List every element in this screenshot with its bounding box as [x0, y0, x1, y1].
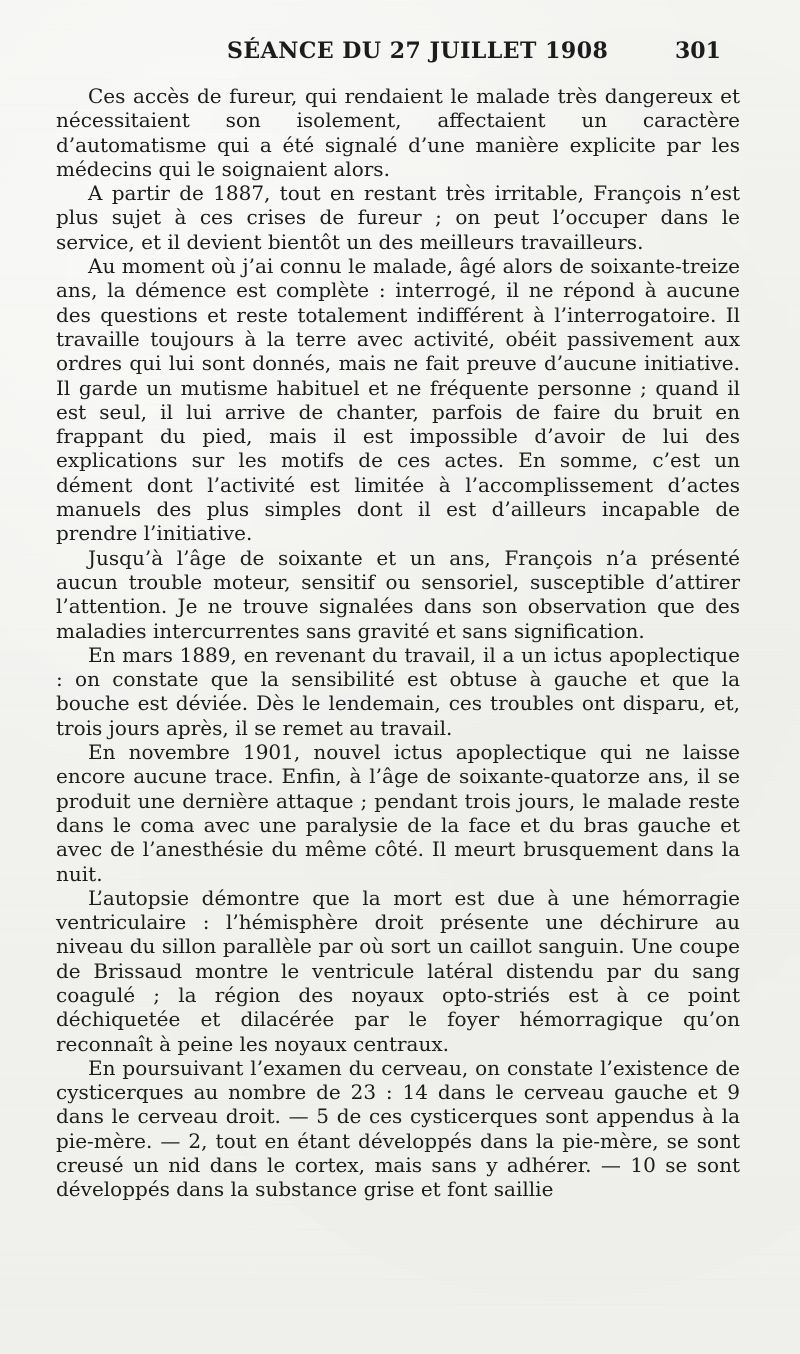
paragraph: En novembre 1901, nouvel ictus apoplectique qui ne laisse encore aucune trace. Enfin, à l’âge de soixante-quatorze ans, il se produit une dernière attaque ; pendant trois jours, le malade reste dans le coma avec une paralysie de la face et du bras gauche et avec de l’anesthésie du même côté. Il meurt brusquement dans la nuit.	[56, 740, 740, 886]
paragraph: Ces accès de fureur, qui rendaient le malade très dangereux et nécessitaient son isolement, affectaient un caractère d’automatisme qui a été signalé d’une manière explicite par les médecins qui le soignaient alors.	[56, 84, 740, 181]
paragraph: Jusqu’à l’âge de soixante et un ans, François n’a présenté aucun trouble moteur, sensitif ou sensoriel, susceptible d’attirer l’attention. Je ne trouve signalées dans son observation que des maladies intercurrentes sans gravité et sans signification.	[56, 545, 740, 643]
paragraph: En poursuivant l’examen du cerveau, on constate l’existence de cysticerques au nombre de 23 : 14 dans le cerveau gauche et 9 dans le cerveau droit. — 5 de ces cysticerques sont appendus à la pie-mère. — 2, tout en étant développés dans la pie-mère, se sont creusé un nid dans le cortex, mais sans y adhérer. — 10 se sont développés dans la substance grise et font saillie	[56, 1055, 740, 1202]
page-number: 301	[675, 38, 721, 64]
paragraph: L’autopsie démontre que la mort est due à une hémorragie ventriculaire : l’hémisphère droit présente une déchirure au niveau du sillon parallèle par où sort un caillot sanguin. Une coupe de Brissaud montre le ventricule latéral distendu par du sang coagulé ; la région des noyaux opto-striés est à ce point déchiquetée et dilacérée par le foyer hémorragique qu’on reconnaît à peine les noyaux centraux.	[56, 885, 740, 1056]
paragraph: En mars 1889, en revenant du travail, il a un ictus apoplectique : on constate que la sensibilité est obtuse à gauche et que la bouche est déviée. Dès le lendemain, ces troubles ont disparu, et, trois jours après, il se remet au travail.	[56, 642, 740, 740]
body-text	[56, 84, 740, 1202]
running-head: SÉANCE DU 27 JUILLET 1908	[227, 38, 609, 64]
page-header	[0, 38, 800, 74]
paragraph: A partir de 1887, tout en restant très irritable, François n’est plus sujet à ces crises de fureur ; on peut l’occuper dans le service, et il devient bientôt un des meilleurs travailleurs.	[56, 181, 740, 254]
paragraph: Au moment où j’ai connu le malade, âgé alors de soixante-treize ans, la démence est complète : interrogé, il ne répond à aucune des questions et reste totalement indifférent à l’interrogatoire. Il travaille toujours à la terre avec activité, obéit passivement aux ordres qui lui sont donnés, mais ne fait preuve d’aucune initiative. Il garde un mutisme habituel et ne fréquente personne ; quand il est seul, il lui arrive de chanter, parfois de faire du bruit en frappant du pied, mais il est impossible d’avoir de lui des explications sur les motifs de ces actes. En somme, c’est un dément dont l’activité est limitée à l’accomplissement d’actes manuels des plus simples dont il est d’ailleurs incapable de prendre l’initiative.	[56, 254, 740, 546]
